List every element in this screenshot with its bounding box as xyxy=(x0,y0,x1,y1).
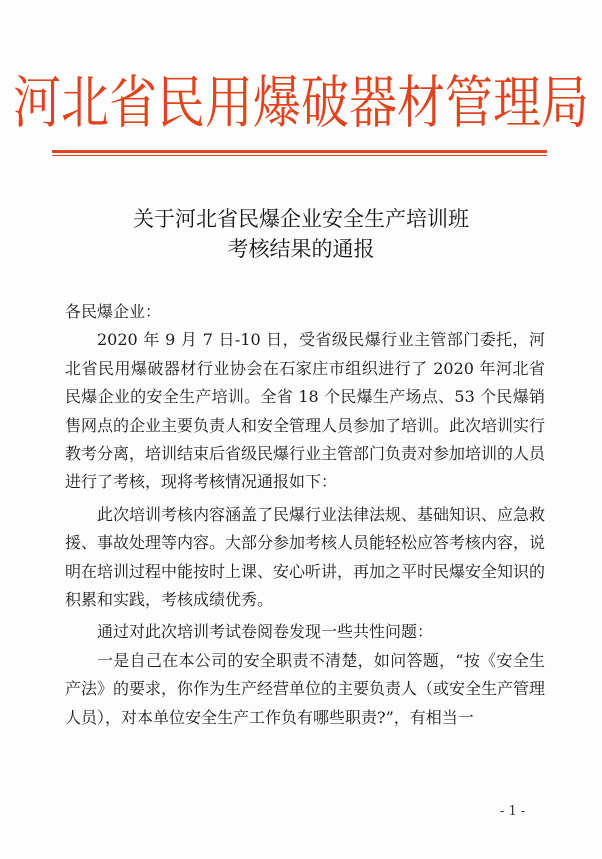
paragraph-2: 此次培训考核内容涵盖了民爆行业法律法规、基础知识、应急救援、事故处理等内容。大部分参加考核人员能轻松应答考核内容，说明在培训过程中能按时上课、安心听讲，再加之平时民爆安全知识的积累和实践，考核成绩优秀。 xyxy=(65,504,546,610)
document-title-line1: 关于河北省民爆企业安全生产培训班 xyxy=(133,207,469,231)
document-title-line2: 考核结果的通报 xyxy=(227,237,375,261)
letterhead-rule-thin xyxy=(52,155,547,156)
letterhead-rule-thick xyxy=(52,150,547,153)
letterhead-org-name: 河北省民用爆破器材管理局 xyxy=(12,70,589,137)
page-number: - 1 - xyxy=(500,804,526,819)
paragraph-4: 一是自己在本公司的安全职责不清楚，如问答题，“按《安全生产法》的要求，你作为生产经营单位的主要负责人（或安全生产管理人员），对本单位安全生产工作负有哪些职责?”，有相当一 xyxy=(65,650,546,727)
salutation: 各民爆企业： xyxy=(65,302,162,321)
document-body xyxy=(65,298,545,732)
paragraph-3: 通过对此次培训考试卷阅卷发现一些共性问题： xyxy=(97,622,434,642)
paragraph-1: 2020 年 9 月 7 日-10 日，受省级民爆行业主管部门委托，河北省民用爆破器材行业协会在石家庄市组织进行了 2020 年河北省民爆企业的安全生产培训。全省 18 个民爆生产场点、53 个民爆销售网点的企业主要负责人和安全管理人员参加了培训。此次培训实行教考分离，培训结束后省级民爆行业主管部门负责对参加培训的人员进行了考核，现将考核情况通报如下： xyxy=(65,330,546,492)
